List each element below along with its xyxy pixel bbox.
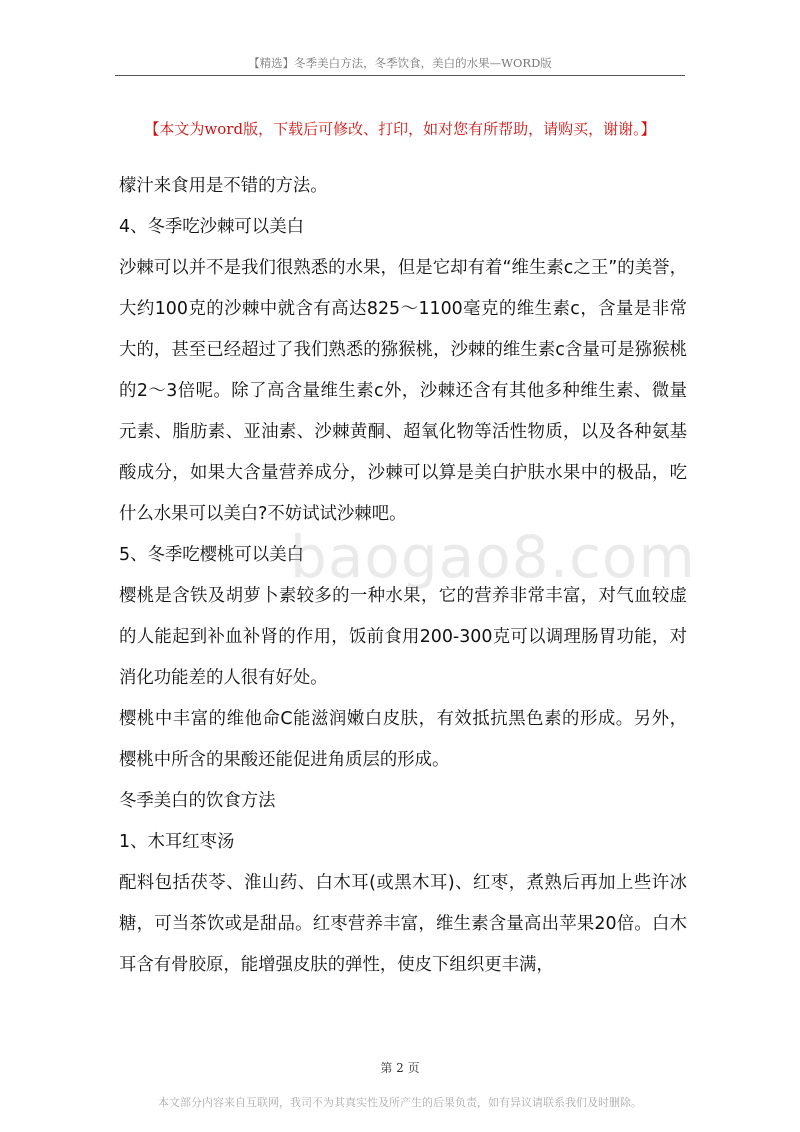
section-heading: 冬季美白的饮食方法 (119, 791, 276, 811)
paragraph: 檬汁来食用是不错的方法。 (119, 176, 328, 196)
page-footer-disclaimer: 本文部分内容来自互联网，我司不为其真实性及所产生的后果负责，如有异议请联系我们及时删除。 (158, 1096, 642, 1109)
section-heading: 5、冬季吃樱桃可以美白 (119, 545, 304, 565)
header-divider (115, 75, 685, 76)
page-header: 【精选】冬季美白方法，冬季饮食，美白的水果—WORD版 (248, 56, 552, 70)
word-version-notice: 【本文为word版，下载后可修改、打印，如对您有所帮助，请购买，谢谢。】 (144, 120, 656, 138)
section-heading: 4、冬季吃沙棘可以美白 (119, 217, 304, 237)
paragraph: 沙棘可以并不是我们很熟悉的水果，但是它却有着“维生素c之王”的美誉，大约100克的沙棘中就含有高达825～1100毫克的维生素c，含量是非常大的，甚至已经超过了我们熟悉的猕猴桃，沙棘的维生素c含量可是猕猴桃的2～3倍呢。除了高含量维生素c外，沙棘还含有其他多种维生素、微量元素、脂肪素、亚油素、沙棘黄酮、超氧化物等活性物质，以及各种氨基酸成分，如果大含量营养成分，沙棘可以算是美白护肤水果中的极品，吃什么水果可以美白?不妨试试沙棘吧。 (119, 258, 687, 524)
site-watermark: baogao8.com (290, 523, 696, 591)
paragraph: 樱桃是含铁及胡萝卜素较多的一种水果，它的营养非常丰富，对气血较虚的人能起到补血补肾的作用，饭前食用200-300克可以调理肠胃功能，对消化功能差的人很有好处。 (119, 586, 687, 688)
paragraph: 樱桃中丰富的维他命C能滋润嫩白皮肤，有效抵抗黑色素的形成。另外，樱桃中所含的果酸还能促进角质层的形成。 (119, 709, 687, 770)
page-number: 第 2 页 (380, 1061, 420, 1075)
paragraph: 配料包括茯苓、淮山药、白木耳(或黑木耳)、红枣，煮熟后再加上些许冰糖，可当茶饮或是甜品。红枣营养丰富，维生素含量高出苹果20倍。白木耳含有骨胶原，能增强皮肤的弹性，使皮下组织更丰满， (119, 873, 687, 975)
section-heading: 1、木耳红枣汤 (119, 832, 235, 852)
